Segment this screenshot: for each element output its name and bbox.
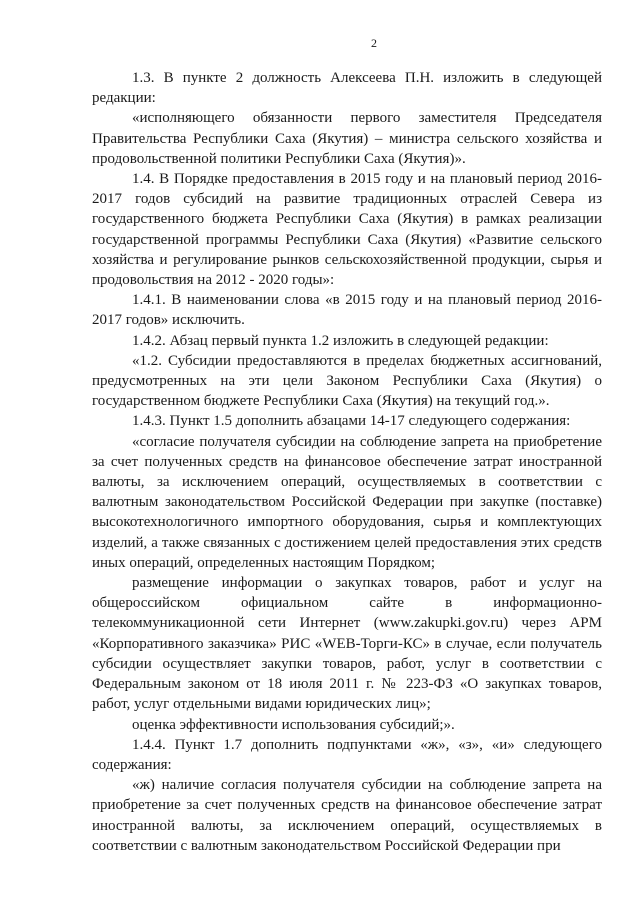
paragraph-1-4-3: 1.4.3. Пункт 1.5 дополнить абзацами 14-17 следующего содержания: [132, 413, 571, 430]
paragraph-1-3-quote: «исполняющего обязанности первого заместителя Председателя Правительства Республики Саха (Якутия) – министра сельского хозяйства и продовольственной политики Республики Саха (Якутия)». [92, 110, 602, 167]
paragraph-1-4-3-procurement: размещение информации о закупках товаров, работ и услуг на общероссийском официальном сайте в информационно-телекоммуникационной сети Интернет (www.zakupki.gov.ru) через АРМ «Корпоративного заказчика» РИС «WEB-Торги-КС» в случае, если получатель субсидии осуществляет закупки товаров, работ, услуг в соответствии с Федеральным законом от 18 июля 2011 г. № 223-ФЗ «О закупках товаров, работ, услуг отдельными видами юридических лиц»; [92, 575, 602, 713]
paragraph-1-4-1: 1.4.1. В наименовании слова «в 2015 году и на плановый период 2016-2017 годов» исключить. [92, 292, 602, 329]
paragraph-1-4-4-item-zh: «ж) наличие согласия получателя субсидии на соблюдение запрета на приобретение за счет полученных средств на финансовое обеспечение затрат иностранной валюты, за исключением операций, осуществляемых в соответствии с валютным законодательством Российской Федерации при [92, 777, 602, 854]
paragraph-1-4: 1.4. В Порядке предоставления в 2015 году и на плановый период 2016-2017 годов субсидий на развитие традиционных отраслей Севера из государственного бюджета Республики Саха (Якутия) в рамках реализации государственной программы Республики Саха (Якутия) «Развитие сельского хозяйства и регулирование рынков сельскохозяйственной продукции, сырья и продовольствия на 2012 - 2020 годы»: [92, 171, 602, 289]
paragraph-1-3: 1.3. В пункте 2 должность Алексеева П.Н. изложить в следующей редакции: [92, 70, 602, 107]
paragraph-1-4-2-quote: «1.2. Субсидии предоставляются в пределах бюджетных ассигнований, предусмотренных на эти цели Законом Республики Саха (Якутия) о государственном бюджете Республики Саха (Якутия) на текущий год.». [92, 352, 602, 410]
paragraph-1-4-2: 1.4.2. Абзац первый пункта 1.2 изложить в следующей редакции: [132, 332, 549, 349]
page-number: 2 [371, 36, 377, 50]
paragraph-1-4-4: 1.4.4. Пункт 1.7 дополнить подпунктами «ж», «з», «и» следующего содержания: [92, 736, 602, 773]
paragraph-1-4-3-evaluation: оценка эффективности использования субсидий;». [132, 716, 455, 733]
paragraph-1-4-3-consent: «согласие получателя субсидии на соблюдение запрета на приобретение за счет полученных средств на финансовое обеспечение затрат иностранной валюты, за исключением операций, осуществляемых в соответствии с валютным законодательством Российской Федерации при закупке (поставке) высокотехнологичного импортного оборудования, сырья и комплектующих изделий, а также связанных с достижением целей предоставления этих средств иных операций, определенных настоящим Порядком; [92, 433, 602, 571]
